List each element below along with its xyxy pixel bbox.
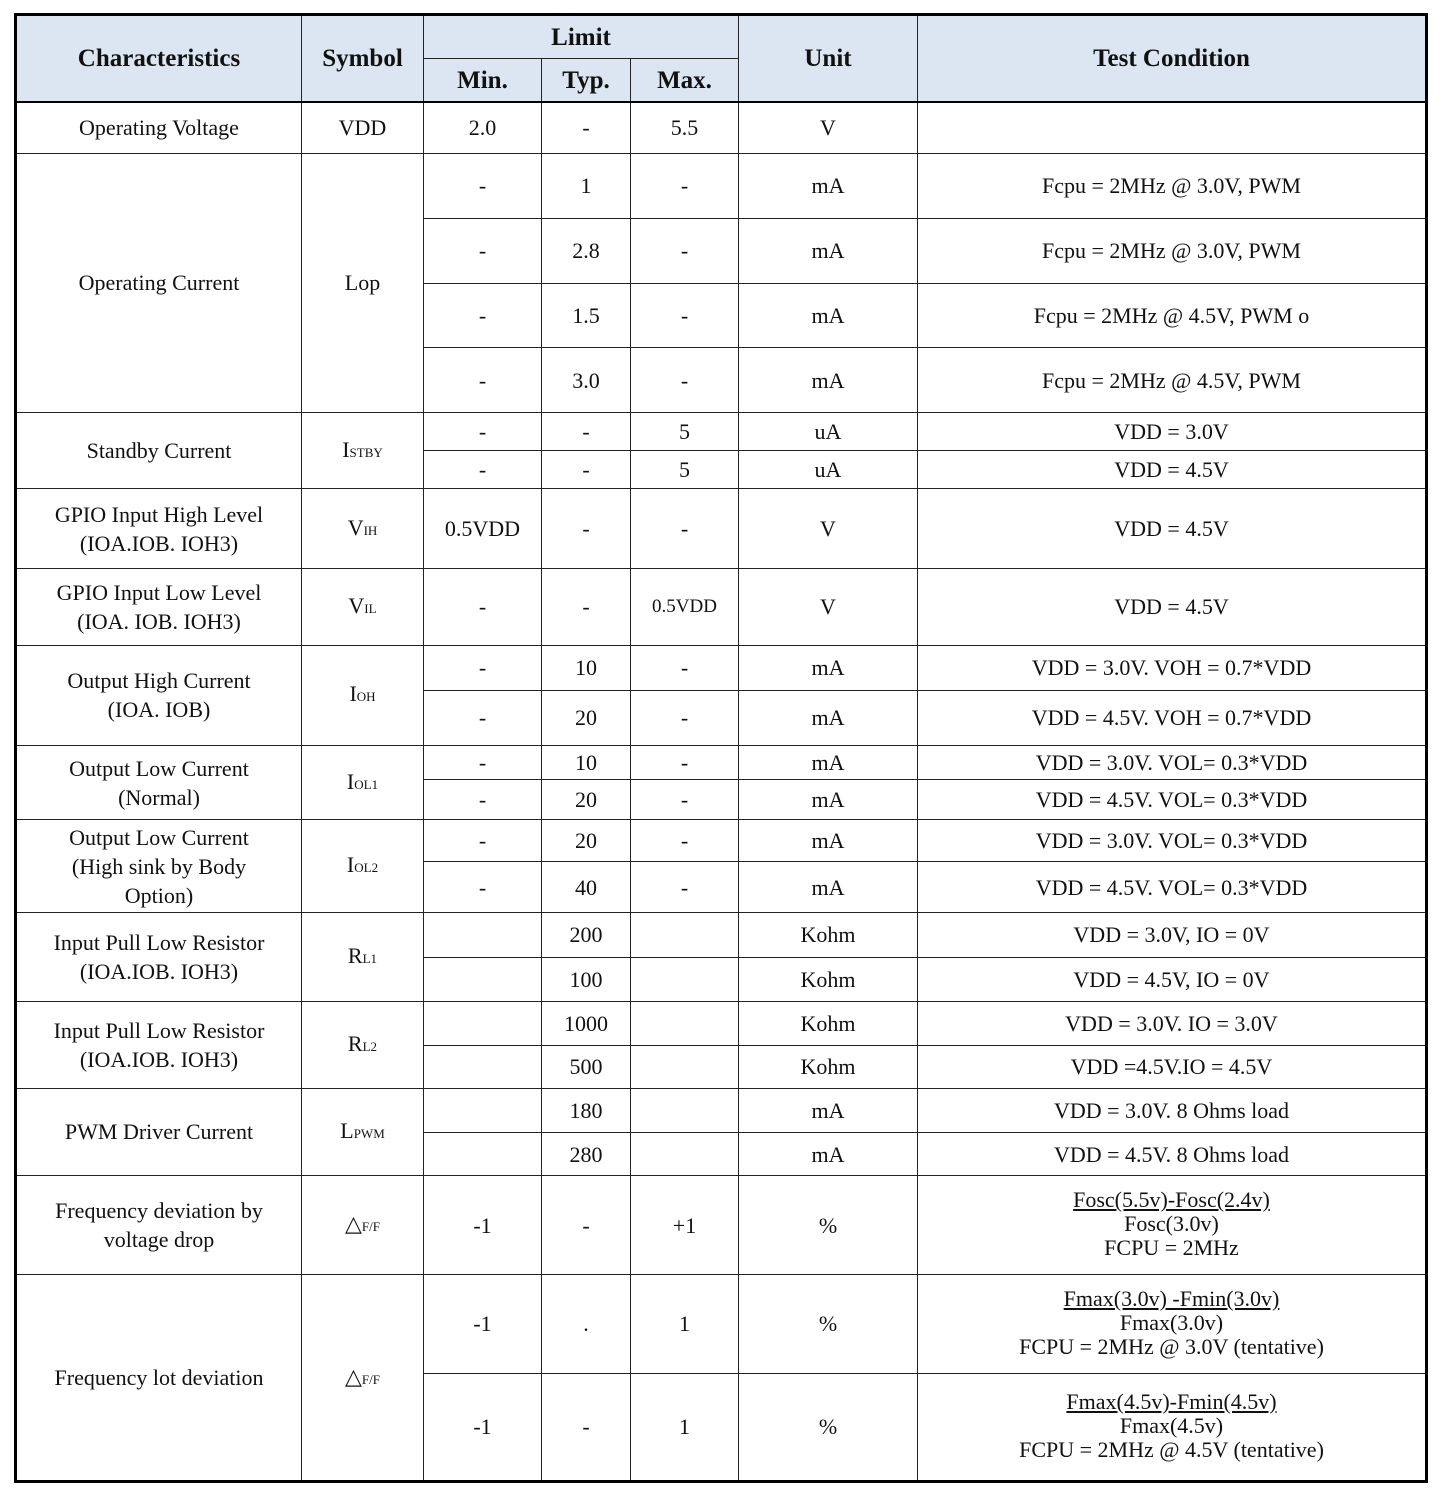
cell-typ: - — [542, 413, 631, 451]
cell-unit: mA — [739, 348, 918, 413]
symbol-subscript: L2 — [362, 1038, 378, 1054]
cell-unit: V — [739, 568, 918, 645]
row-name — [16, 1176, 302, 1275]
cell-min: - — [424, 218, 542, 283]
cell-max: 1 — [631, 1275, 739, 1373]
row-name — [16, 913, 302, 1001]
cell-max: - — [631, 780, 739, 820]
cell-max — [631, 1132, 739, 1175]
cell-max: - — [631, 153, 739, 218]
table-row — [16, 153, 1427, 218]
cell-unit: mA — [739, 1132, 918, 1175]
cell-min: - — [424, 413, 542, 451]
cell-unit: mA — [739, 820, 918, 862]
row-symbol — [302, 645, 424, 745]
symbol-main: R — [347, 1030, 363, 1056]
cell-typ: 1 — [542, 153, 631, 218]
condition-note: FCPU = 2MHz @ 4.5V (tentative) — [1019, 1436, 1324, 1462]
cell-max — [631, 957, 739, 1001]
symbol-subscript: L1 — [362, 951, 378, 967]
cell-min — [424, 1045, 542, 1088]
cell-min: - — [424, 820, 542, 862]
row-name-line-1: Output Low Current — [69, 824, 249, 850]
cell-unit: mA — [739, 218, 918, 283]
condition-note: FCPU = 2MHz @ 3.0V (tentative) — [1019, 1333, 1324, 1359]
cell-condition: Fcpu = 2MHz @ 4.5V, PWM — [918, 348, 1427, 413]
row-name — [16, 746, 302, 820]
cell-condition: VDD = 3.0V — [918, 413, 1427, 451]
cell-typ: 1000 — [542, 1001, 631, 1045]
cell-max: - — [631, 489, 739, 568]
row-name-line-1: GPIO Input Low Level — [56, 579, 262, 605]
cell-condition: VDD = 4.5V. VOL= 0.3*VDD — [918, 780, 1427, 820]
cell-typ: - — [542, 451, 631, 489]
cell-unit: % — [739, 1275, 918, 1373]
table-row — [16, 645, 1427, 690]
symbol-main: I — [346, 852, 355, 878]
row-name — [16, 645, 302, 745]
symbol-main: I — [342, 436, 350, 462]
symbol-subscript: OH — [356, 689, 376, 705]
cell-condition: Fcpu = 2MHz @ 4.5V, PWM o — [918, 283, 1427, 347]
symbol-main: I — [349, 681, 357, 707]
row-symbol — [302, 1088, 424, 1175]
cell-min: - — [424, 780, 542, 820]
table-row — [16, 1176, 1427, 1275]
cell-max — [631, 913, 739, 957]
cell-min — [424, 913, 542, 957]
row-symbol: Lop — [302, 153, 424, 413]
cell-condition: VDD = 4.5V. VOL= 0.3*VDD — [918, 862, 1427, 913]
table-row — [16, 746, 1427, 780]
cell-unit: Kohm — [739, 1045, 918, 1088]
cell-min: 2.0 — [424, 102, 542, 153]
cell-condition: Fcpu = 2MHz @ 3.0V, PWM — [918, 153, 1427, 218]
cell-unit: uA — [739, 413, 918, 451]
cell-max: - — [631, 645, 739, 690]
row-name-line-1: Frequency deviation by — [55, 1198, 263, 1224]
cell-condition — [918, 1176, 1427, 1275]
cell-typ: 20 — [542, 780, 631, 820]
cell-typ: - — [542, 1373, 631, 1481]
cell-condition: VDD = 3.0V. VOL= 0.3*VDD — [918, 820, 1427, 862]
row-symbol — [302, 489, 424, 568]
symbol-main: V — [348, 592, 365, 618]
row-symbol — [302, 1176, 424, 1275]
cell-unit: Kohm — [739, 1001, 918, 1045]
symbol-main: R — [347, 943, 363, 969]
row-name: Operating Current — [16, 153, 302, 413]
characteristics-table — [14, 13, 1428, 1483]
header-test-condition: Test Condition — [918, 15, 1427, 103]
cell-min: - — [424, 645, 542, 690]
cell-max — [631, 1088, 739, 1132]
row-symbol — [302, 913, 424, 1001]
symbol-subscript: IH — [363, 522, 378, 538]
cell-typ: - — [542, 1176, 631, 1275]
cell-min: - — [424, 690, 542, 745]
cell-unit: mA — [739, 746, 918, 780]
condition-denominator: Fmax(3.0v) — [1119, 1309, 1224, 1335]
cell-max — [631, 1001, 739, 1045]
cell-typ: - — [542, 568, 631, 645]
row-symbol — [302, 1001, 424, 1088]
cell-max: - — [631, 218, 739, 283]
cell-min: -1 — [424, 1275, 542, 1373]
cell-condition: VDD = 3.0V. VOL= 0.3*VDD — [918, 746, 1427, 780]
cell-condition: VDD = 4.5V. 8 Ohms load — [918, 1132, 1427, 1175]
symbol-subscript: OL2 — [354, 860, 379, 876]
cell-min — [424, 1132, 542, 1175]
table-row — [16, 568, 1427, 645]
cell-typ: . — [542, 1275, 631, 1373]
header-symbol: Symbol — [302, 15, 424, 103]
cell-unit: mA — [739, 780, 918, 820]
row-name-line-2: (High sink by Body — [71, 853, 247, 879]
symbol-subscript: PWM — [353, 1125, 385, 1141]
cell-min: -1 — [424, 1373, 542, 1481]
row-name-line-2: (IOA.IOB. IOH3) — [79, 530, 239, 556]
cell-typ: - — [542, 102, 631, 153]
cell-typ: - — [542, 489, 631, 568]
cell-min: - — [424, 746, 542, 780]
cell-unit: Kohm — [739, 957, 918, 1001]
row-name-line-2: voltage drop — [103, 1227, 215, 1253]
cell-min: 0.5VDD — [424, 489, 542, 568]
cell-unit: Kohm — [739, 913, 918, 957]
cell-min: -1 — [424, 1176, 542, 1275]
row-name-line-3: Option) — [124, 882, 194, 908]
row-name-line-1: Output High Current — [67, 668, 251, 694]
cell-min — [424, 1088, 542, 1132]
cell-min — [424, 1001, 542, 1045]
cell-min: - — [424, 348, 542, 413]
cell-max: - — [631, 283, 739, 347]
table-row — [16, 913, 1427, 957]
delta-symbol-icon: △ — [345, 1363, 362, 1389]
row-symbol — [302, 1275, 424, 1482]
symbol-main: V — [347, 514, 364, 540]
cell-max — [631, 1045, 739, 1088]
row-name-line-2: (Normal) — [118, 784, 200, 810]
row-name: Operating Voltage — [16, 102, 302, 153]
cell-max: - — [631, 690, 739, 745]
row-symbol — [302, 746, 424, 820]
cell-min: - — [424, 153, 542, 218]
row-name-line-1: GPIO Input High Level — [54, 501, 264, 527]
cell-min: - — [424, 283, 542, 347]
table-row — [16, 413, 1427, 451]
symbol-main: I — [346, 768, 355, 794]
cell-max: - — [631, 348, 739, 413]
row-name: Frequency lot deviation — [16, 1275, 302, 1482]
cell-min: - — [424, 451, 542, 489]
cell-condition: VDD = 3.0V. 8 Ohms load — [918, 1088, 1427, 1132]
header-characteristics: Characteristics — [16, 15, 302, 103]
cell-typ: 280 — [542, 1132, 631, 1175]
cell-typ: 2.8 — [542, 218, 631, 283]
table-row — [16, 820, 1427, 862]
condition-denominator: Fosc(3.0v) — [1124, 1211, 1219, 1237]
cell-max: 0.5VDD — [631, 568, 739, 645]
header-min: Min. — [424, 59, 542, 103]
row-name — [16, 820, 302, 913]
cell-condition: VDD = 4.5V, IO = 0V — [918, 957, 1427, 1001]
cell-unit: mA — [739, 153, 918, 218]
row-name-line-2: (IOA.IOB. IOH3) — [79, 959, 239, 985]
cell-max: 5 — [631, 451, 739, 489]
cell-unit: mA — [739, 1088, 918, 1132]
cell-max: - — [631, 862, 739, 913]
cell-max: - — [631, 746, 739, 780]
condition-numerator: Fmax(4.5v)-Fmin(4.5v) — [1066, 1388, 1277, 1414]
symbol-subscript: F/F — [361, 1371, 380, 1387]
row-name — [16, 568, 302, 645]
cell-typ: 200 — [542, 913, 631, 957]
cell-unit: mA — [739, 862, 918, 913]
cell-condition: VDD = 3.0V. IO = 3.0V — [918, 1001, 1427, 1045]
cell-condition: VDD = 3.0V. VOH = 0.7*VDD — [918, 645, 1427, 690]
delta-symbol-icon: △ — [345, 1211, 362, 1237]
condition-note: FCPU = 2MHz — [1104, 1235, 1239, 1261]
table-row — [16, 1088, 1427, 1132]
header-typ: Typ. — [542, 59, 631, 103]
table-row — [16, 102, 1427, 153]
cell-condition: VDD =4.5V.IO = 4.5V — [918, 1045, 1427, 1088]
row-name-line-2: (IOA.IOB. IOH3) — [79, 1046, 239, 1072]
cell-min — [424, 957, 542, 1001]
cell-condition: VDD = 4.5V. VOH = 0.7*VDD — [918, 690, 1427, 745]
cell-condition — [918, 1275, 1427, 1373]
cell-typ: 3.0 — [542, 348, 631, 413]
symbol-subscript: F/F — [361, 1219, 380, 1235]
row-name-line-2: (IOA. IOB. IOH3) — [77, 608, 241, 634]
symbol-subscript: STBY — [349, 444, 383, 460]
cell-unit: V — [739, 489, 918, 568]
cell-typ: 500 — [542, 1045, 631, 1088]
cell-condition — [918, 1373, 1427, 1481]
cell-condition: Fcpu = 2MHz @ 3.0V, PWM — [918, 218, 1427, 283]
cell-typ: 20 — [542, 690, 631, 745]
cell-typ: 20 — [542, 820, 631, 862]
cell-condition: VDD = 4.5V — [918, 489, 1427, 568]
header-max: Max. — [631, 59, 739, 103]
cell-typ: 180 — [542, 1088, 631, 1132]
cell-condition: VDD = 4.5V — [918, 568, 1427, 645]
cell-max: 1 — [631, 1373, 739, 1481]
row-name: Standby Current — [16, 413, 302, 489]
cell-condition: VDD = 3.0V, IO = 0V — [918, 913, 1427, 957]
condition-numerator: Fmax(3.0v) -Fmin(3.0v) — [1063, 1285, 1280, 1311]
cell-min: - — [424, 568, 542, 645]
table-row — [16, 1001, 1427, 1045]
cell-unit: mA — [739, 690, 918, 745]
symbol-subscript: IL — [364, 600, 377, 616]
row-name: PWM Driver Current — [16, 1088, 302, 1175]
cell-unit: V — [739, 102, 918, 153]
cell-typ: 10 — [542, 645, 631, 690]
cell-max: 5 — [631, 413, 739, 451]
row-symbol — [302, 413, 424, 489]
condition-denominator: Fmax(4.5v) — [1119, 1412, 1224, 1438]
cell-typ: 40 — [542, 862, 631, 913]
row-name-line-2: (IOA. IOB) — [107, 697, 211, 723]
row-name — [16, 1001, 302, 1088]
cell-unit: % — [739, 1176, 918, 1275]
header-limit: Limit — [424, 15, 739, 59]
symbol-subscript: OL1 — [354, 776, 379, 792]
cell-unit: % — [739, 1373, 918, 1481]
row-name-line-1: Input Pull Low Resistor — [53, 930, 265, 956]
cell-max: +1 — [631, 1176, 739, 1275]
cell-unit: uA — [739, 451, 918, 489]
row-name-line-1: Input Pull Low Resistor — [53, 1017, 265, 1043]
cell-typ: 1.5 — [542, 283, 631, 347]
header-unit: Unit — [739, 15, 918, 103]
condition-numerator: Fosc(5.5v)-Fosc(2.4v) — [1073, 1187, 1270, 1213]
cell-typ: 100 — [542, 957, 631, 1001]
cell-condition: VDD = 4.5V — [918, 451, 1427, 489]
row-symbol — [302, 820, 424, 913]
row-name — [16, 489, 302, 568]
cell-unit: mA — [739, 645, 918, 690]
cell-condition — [918, 102, 1427, 153]
cell-min: - — [424, 862, 542, 913]
table-row — [16, 489, 1427, 568]
row-symbol — [302, 568, 424, 645]
symbol-main: L — [340, 1117, 354, 1143]
table-row — [16, 1275, 1427, 1373]
cell-max: - — [631, 820, 739, 862]
cell-max: 5.5 — [631, 102, 739, 153]
cell-unit: mA — [739, 283, 918, 347]
cell-typ: 10 — [542, 746, 631, 780]
row-name-line-1: Output Low Current — [69, 755, 249, 781]
row-symbol: VDD — [302, 102, 424, 153]
